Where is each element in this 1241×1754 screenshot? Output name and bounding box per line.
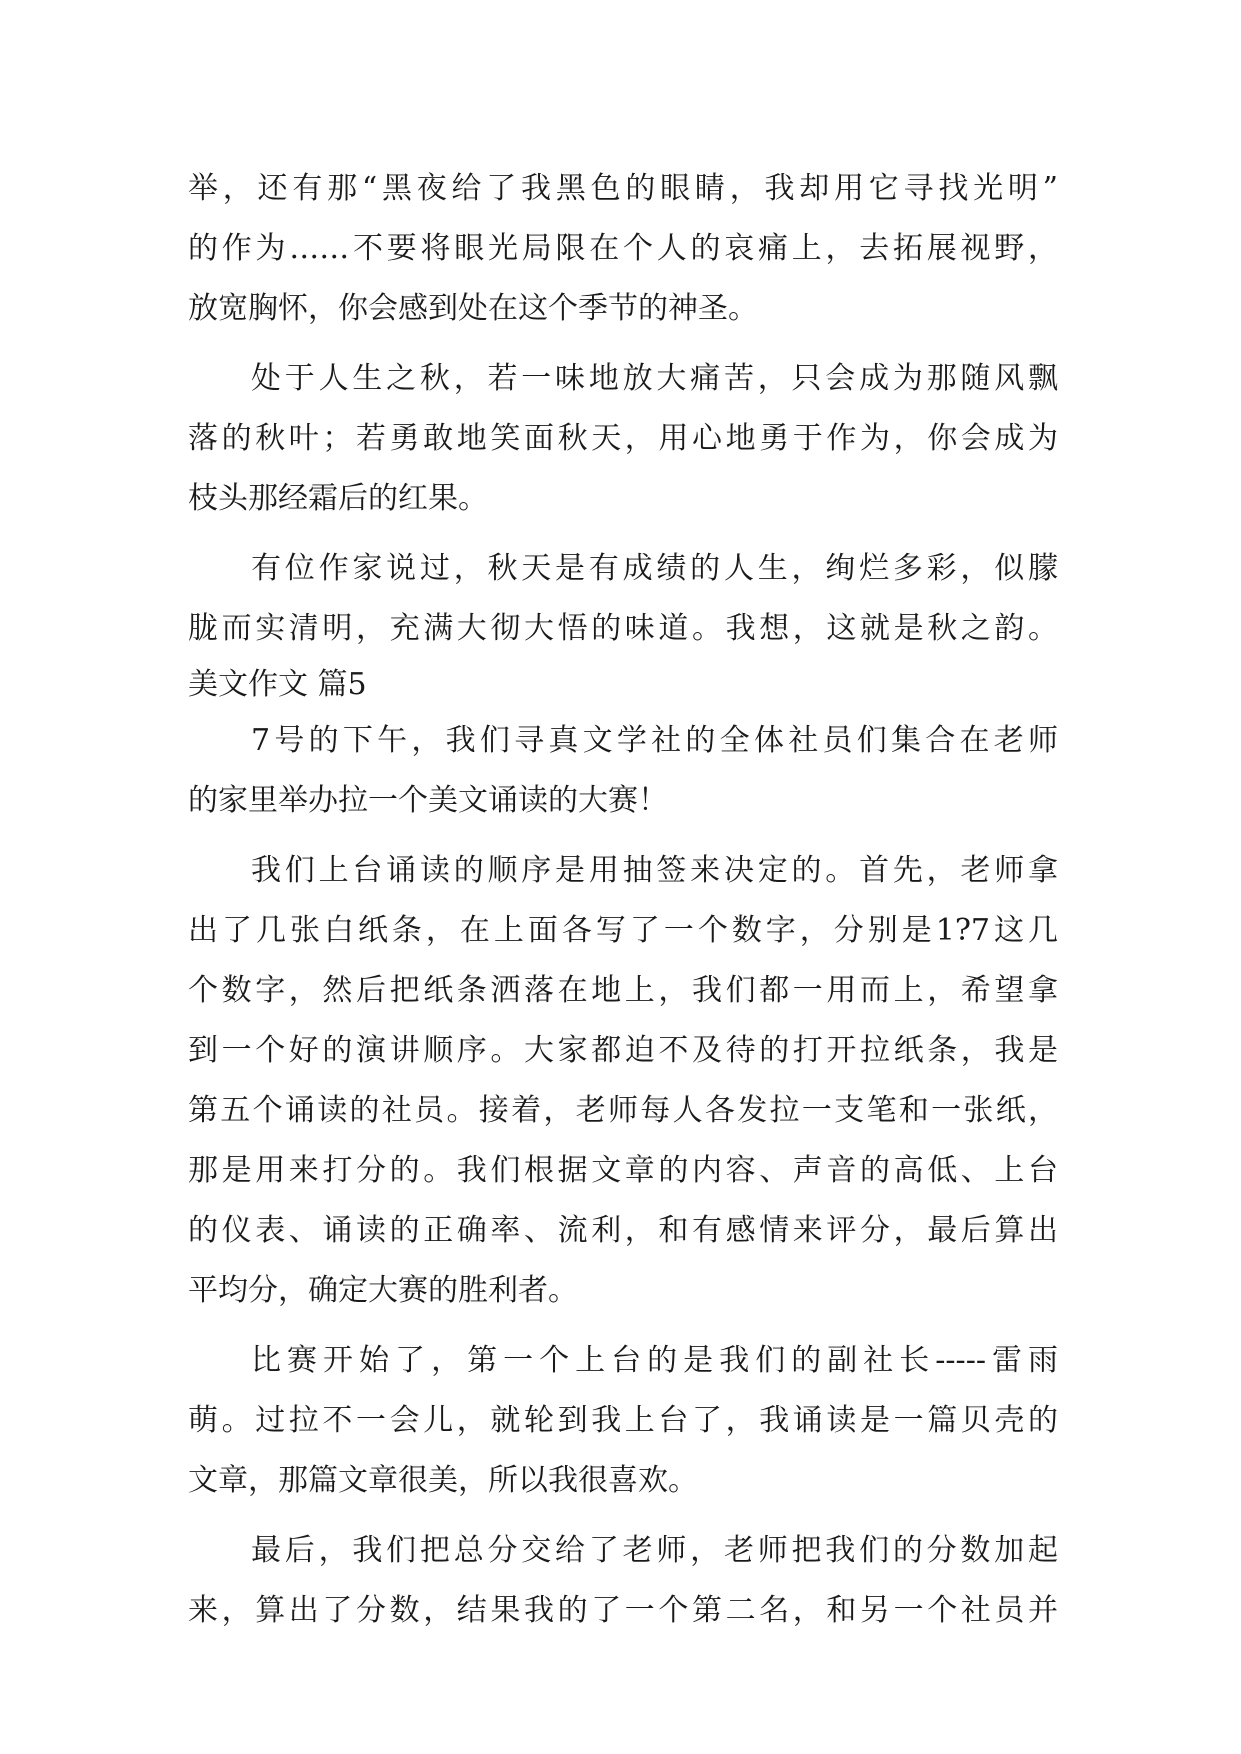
- text-line: 比赛开始了，第一个上台的是我们的副社长-----雷雨: [251, 1343, 1058, 1378]
- text-line: 那是用来打分的。我们根据文章的内容、声音的高低、上台: [188, 1153, 1058, 1188]
- article-body: [188, 159, 1058, 1641]
- text-line: 7号的下午，我们寻真文学社的全体社员们集合在老师: [251, 723, 1058, 758]
- text-line: 的仪表、诵读的正确率、流利，和有感情来评分，最后算出: [188, 1213, 1058, 1248]
- text-line: 出了几张白纸条，在上面各写了一个数字，分别是1?7这几: [188, 913, 1058, 948]
- text-line: 枝头那经霜后的红果。: [188, 481, 488, 516]
- text-line: 我们上台诵读的顺序是用抽签来决定的。首先，老师拿: [251, 853, 1058, 888]
- text-line: 胧而实清明，充满大彻大悟的味道。我想，这就是秋之韵。: [188, 611, 1058, 646]
- text-line: 落的秋叶；若勇敢地笑面秋天，用心地勇于作为，你会成为: [188, 421, 1058, 456]
- text-line: 处于人生之秋，若一味地放大痛苦，只会成为那随风飘: [251, 361, 1058, 396]
- text-line: 到一个好的演讲顺序。大家都迫不及待的打开拉纸条，我是: [188, 1033, 1058, 1068]
- text-line: 举，还有那“黑夜给了我黑色的眼睛，我却用它寻找光明”: [188, 171, 1058, 206]
- text-line: 放宽胸怀，你会感到处在这个季节的神圣。: [188, 291, 758, 326]
- text-line: 有位作家说过，秋天是有成绩的人生，绚烂多彩，似朦: [251, 551, 1058, 586]
- text-line: 文章，那篇文章很美，所以我很喜欢。: [188, 1463, 698, 1498]
- text-line: 个数字，然后把纸条洒落在地上，我们都一用而上，希望拿: [188, 973, 1058, 1008]
- text-line: 平均分，确定大赛的胜利者。: [188, 1273, 578, 1308]
- text-line: 最后，我们把总分交给了老师，老师把我们的分数加起: [251, 1533, 1058, 1568]
- text-line: 第五个诵读的社员。接着，老师每人各发拉一支笔和一张纸，: [188, 1093, 1058, 1128]
- text-line: 萌。过拉不一会儿，就轮到我上台了，我诵读是一篇贝壳的: [188, 1403, 1058, 1438]
- text-line: 的作为……不要将眼光局限在个人的哀痛上，去拓展视野，: [188, 231, 1058, 266]
- section-heading: 美文作文 篇5: [188, 667, 367, 702]
- text-line: 的家里举办拉一个美文诵读的大赛！: [188, 783, 668, 818]
- text-line: 来，算出了分数，结果我的了一个第二名，和另一个社员并: [188, 1593, 1058, 1628]
